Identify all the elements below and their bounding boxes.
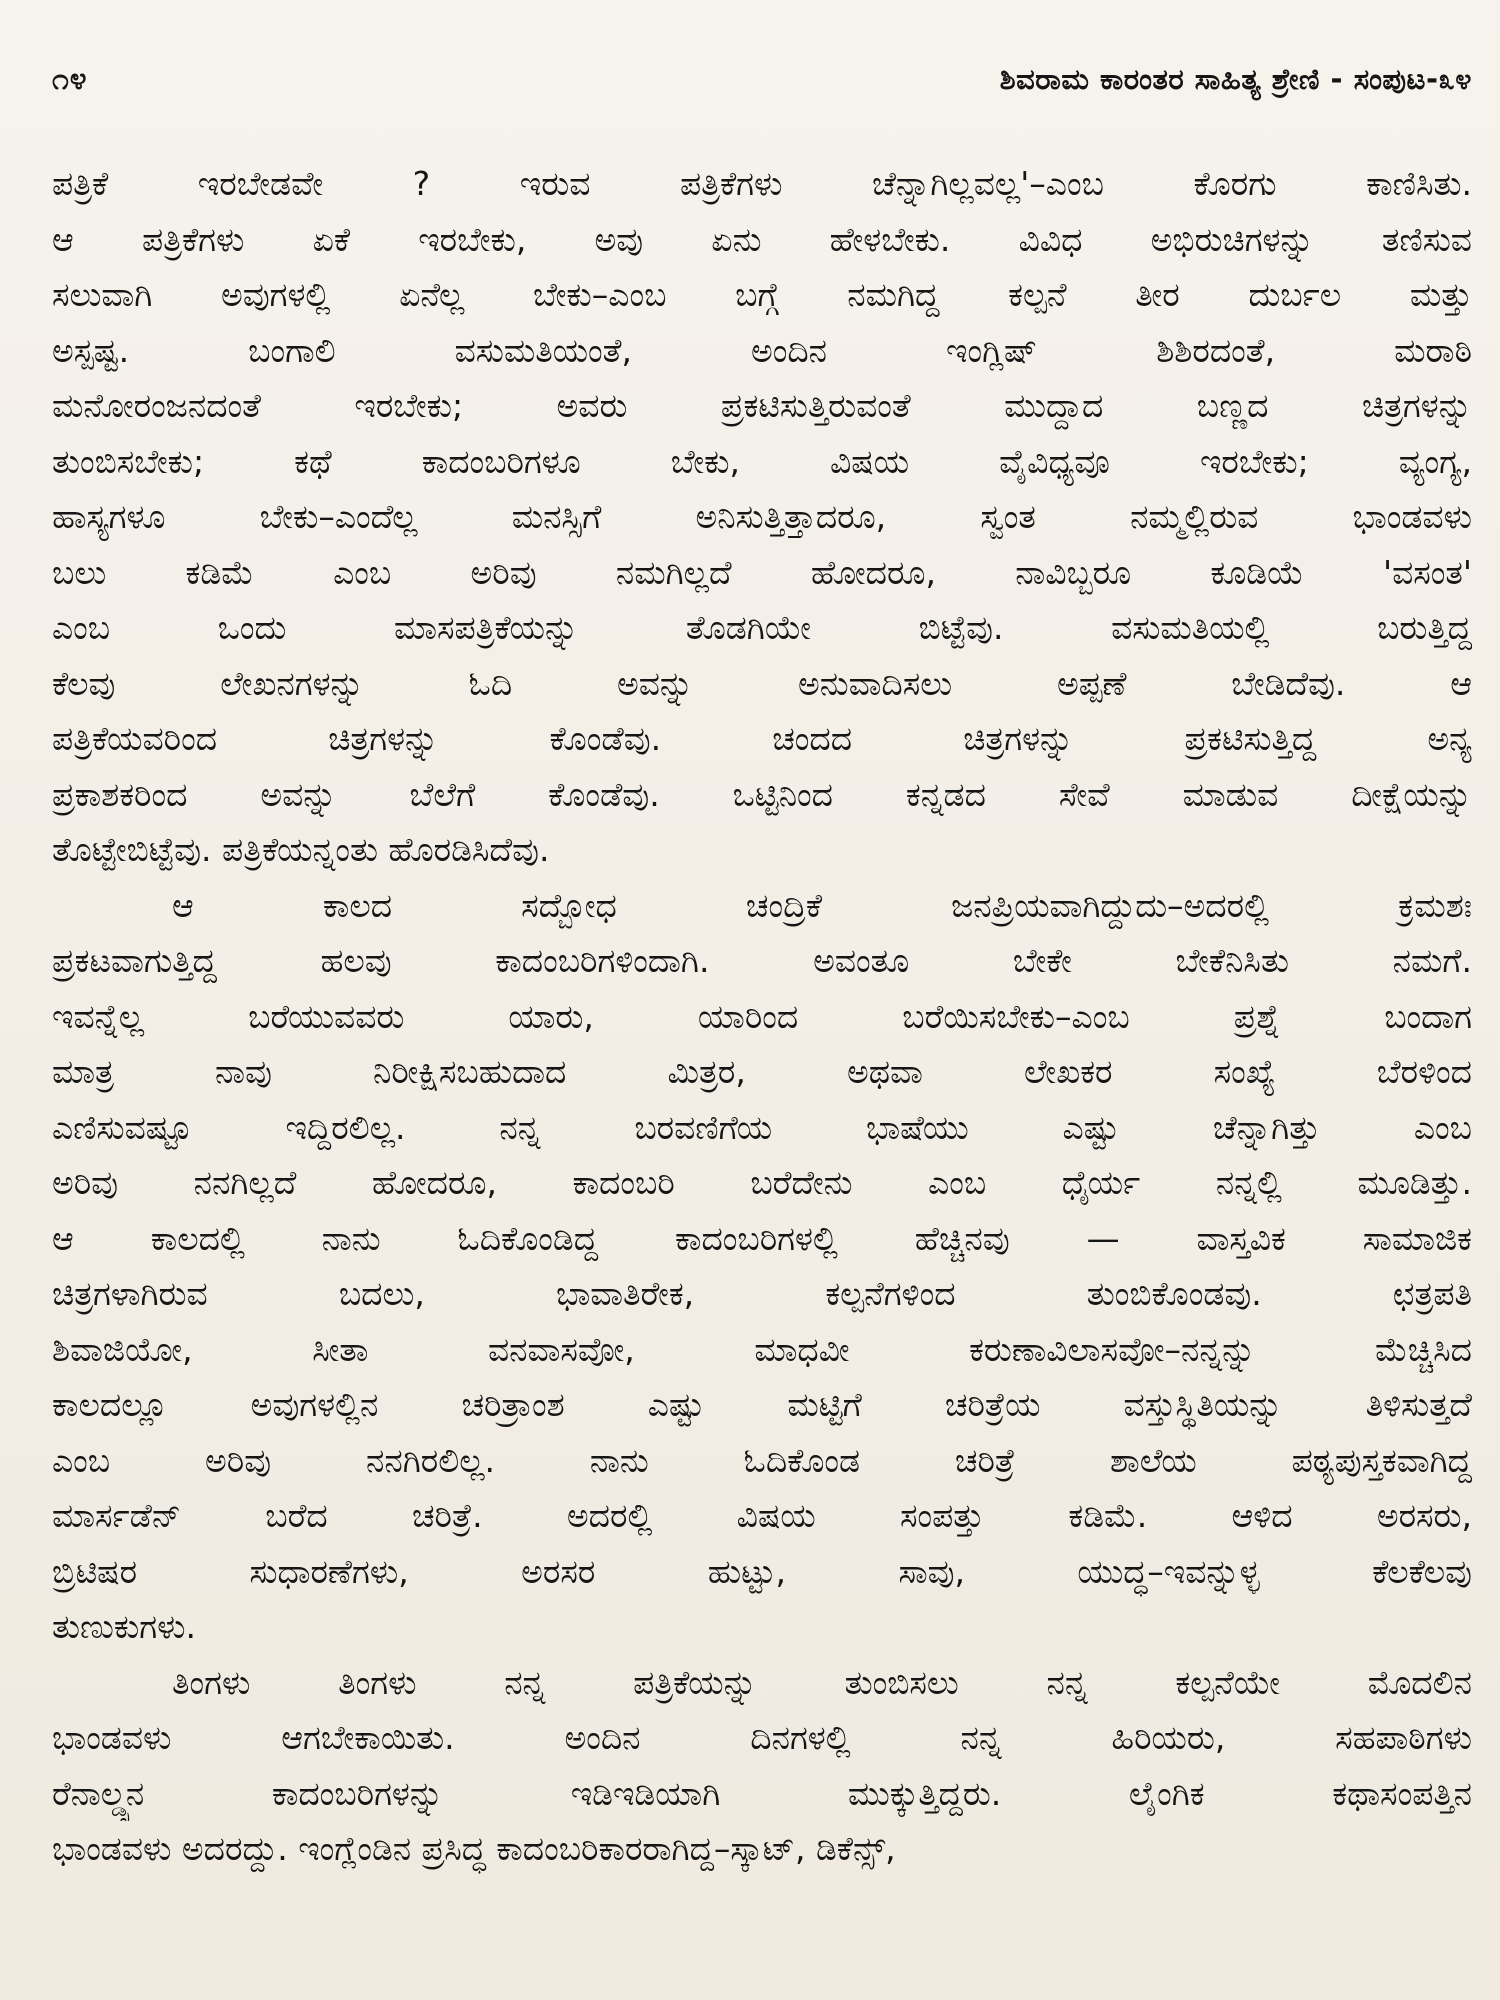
running-title: ಶಿವರಾಮ ಕಾರಂತರ ಸಾಹಿತ್ಯ ಶ್ರೇಣಿ - ಸಂಪುಟ-೩೪ bbox=[999, 62, 1472, 96]
text-line: ತೊಟ್ಟೇಬಿಟ್ಟೆವು. ಪತ್ರಿಕೆಯನ್ನಂತು ಹೊರಡಿಸಿದೆವು. bbox=[52, 830, 550, 869]
text-line: ಭಾಂಡವಳು ಆಗಬೇಕಾಯಿತು. ಅಂದಿನ ದಿನಗಳಲ್ಲಿ ನನ್ನ ಹಿರಿಯರು, ಸಹಪಾಠಿಗಳು bbox=[52, 1718, 1472, 1757]
text-line: ಪ್ರಕಾಶಕರಿಂದ ಅವನ್ನು ಬೆಲೆಗೆ ಕೊಂಡೆವು. ಒಟ್ಟಿನಿಂದ ಕನ್ನಡದ ಸೇವೆ ಮಾಡುವ ದೀಕ್ಷೆಯನ್ನು bbox=[52, 774, 1472, 814]
text-line: ತುಂಬಿಸಬೇಕು; ಕಥೆ ಕಾದಂಬರಿಗಳೂ ಬೇಕು, ವಿಷಯ ವೈವಿಧ್ಯವೂ ಇರಬೇಕು; ವ್ಯಂಗ್ಯ, bbox=[52, 441, 1472, 481]
text-line: ಮಾತ್ರ ನಾವು ನಿರೀಕ್ಷಿಸಬಹುದಾದ ಮಿತ್ರರ, ಅಥವಾ ಲೇಖಕರ ಸಂಖ್ಯೆ ಬೆರಳಿಂದ bbox=[52, 1052, 1472, 1091]
running-header bbox=[52, 62, 1472, 122]
text-line: ಆ ಕಾಲದಲ್ಲಿ ನಾನು ಓದಿಕೊಂಡಿದ್ದ ಕಾದಂಬರಿಗಳಲ್ಲಿ ಹೆಚ್ಚಿನವು — ವಾಸ್ತವಿಕ ಸಾಮಾಜಿಕ bbox=[52, 1218, 1472, 1258]
text-line: ಎಂಬ ಒಂದು ಮಾಸಪತ್ರಿಕೆಯನ್ನು ತೊಡಗಿಯೇ ಬಿಟ್ಟೆವು. ವಸುಮತಿಯಲ್ಲಿ ಬರುತ್ತಿದ್ದ bbox=[52, 608, 1472, 647]
text-line: ಮಾರ್ಸಡೆನ್ ಬರೆದ ಚರಿತ್ರೆ. ಅದರಲ್ಲಿ ವಿಷಯ ಸಂಪತ್ತು ಕಡಿಮೆ. ಆಳಿದ ಅರಸರು, bbox=[52, 1496, 1472, 1535]
page-number: ೧೪ bbox=[52, 62, 88, 97]
paragraph bbox=[52, 156, 1472, 878]
text-line: ತುಣುಕುಗಳು. bbox=[52, 1607, 196, 1646]
paragraph bbox=[52, 1655, 1472, 1877]
text-line: ಭಾಂಡವಳು ಅದರದ್ದು. ಇಂಗ್ಲೆಂಡಿನ ಪ್ರಸಿದ್ಧ ಕಾದಂಬರಿಕಾರರಾಗಿದ್ದ–ಸ್ಕಾಟ್, ಡಿಕೆನ್ಸ್, bbox=[52, 1829, 896, 1868]
text-line: ಅಸ್ಪಷ್ಟ. ಬಂಗಾಲಿ ವಸುಮತಿಯಂತೆ, ಅಂದಿನ ಇಂಗ್ಲಿಷ್ ಶಿಶಿರದಂತೆ, ಮರಾಠಿ bbox=[52, 330, 1472, 370]
text-line: ಸಲುವಾಗಿ ಅವುಗಳಲ್ಲಿ ಏನೆಲ್ಲ ಬೇಕು–ಎಂಬ ಬಗ್ಗೆ ನಮಗಿದ್ದ ಕಲ್ಪನೆ ತೀರ ದುರ್ಬಲ ಮತ್ತು bbox=[52, 275, 1472, 314]
text-line: ಆ ಕಾಲದ ಸದ್ಬೋಧ ಚಂದ್ರಿಕೆ ಜನಪ್ರಿಯವಾಗಿದ್ದುದು–ಅದರಲ್ಲಿ ಕ್ರಮಶಃ bbox=[172, 885, 1472, 925]
text-line: ಎಂಬ ಅರಿವು ನನಗಿರಲಿಲ್ಲ. ನಾನು ಓದಿಕೊಂಡ ಚರಿತ್ರೆ ಶಾಲೆಯ ಪಠ್ಯಪುಸ್ತಕವಾಗಿದ್ದ bbox=[52, 1440, 1472, 1480]
text-line: ಆ ಪತ್ರಿಕೆಗಳು ಏಕೆ ಇರಬೇಕು, ಅವು ಏನು ಹೇಳಬೇಕು. ವಿವಿಧ ಅಭಿರುಚಿಗಳನ್ನು ತಣಿಸುವ bbox=[52, 219, 1472, 259]
body-text bbox=[52, 156, 1472, 1877]
text-line: ಅರಿವು ನನಗಿಲ್ಲದೆ ಹೋದರೂ, ಕಾದಂಬರಿ ಬರೆದೇನು ಎಂಬ ಧೈರ್ಯ ನನ್ನಲ್ಲಿ ಮೂಡಿತ್ತು. bbox=[52, 1163, 1472, 1202]
text-line: ಎಣಿಸುವಷ್ಟೂ ಇದ್ದಿರಲಿಲ್ಲ. ನನ್ನ ಬರವಣಿಗೆಯ ಭಾಷೆಯು ಎಷ್ಟು ಚೆನ್ನಾಗಿತ್ತು ಎಂಬ bbox=[52, 1107, 1472, 1147]
text-line: ಹಾಸ್ಯಗಳೂ ಬೇಕು–ಎಂದೆಲ್ಲ ಮನಸ್ಸಿಗೆ ಅನಿಸುತ್ತಿತ್ತಾದರೂ, ಸ್ವಂತ ನಮ್ಮಲ್ಲಿರುವ ಭಾಂಡವಳು bbox=[52, 497, 1472, 536]
text-line: ಪತ್ರಿಕೆ ಇರಬೇಡವೇ ? ಇರುವ ಪತ್ರಿಕೆಗಳು ಚೆನ್ನಾಗಿಲ್ಲವಲ್ಲ'–ಎಂಬ ಕೊರಗು ಕಾಣಿಸಿತು. bbox=[52, 164, 1472, 203]
text-line: ಚಿತ್ರಗಳಾಗಿರುವ ಬದಲು, ಭಾವಾತಿರೇಕ, ಕಲ್ಪನೆಗಳಿಂದ ತುಂಬಿಕೊಂಡವು. ಛತ್ರಪತಿ bbox=[52, 1274, 1472, 1313]
text-line: ಶಿವಾಜಿಯೋ, ಸೀತಾ ವನವಾಸವೋ, ಮಾಧವೀ ಕರುಣಾವಿಲಾಸವೋ–ನನ್ನನ್ನು ಮೆಚ್ಚಿಸಿದ bbox=[52, 1329, 1472, 1369]
text-line: ಬ್ರಿಟಿಷರ ಸುಧಾರಣೆಗಳು, ಅರಸರ ಹುಟ್ಟು, ಸಾವು, ಯುದ್ಧ–ಇವನ್ನುಳ್ಳ ಕೆಲಕೆಲವು bbox=[52, 1551, 1472, 1591]
text-line: ರೆನಾಲ್ಡ್ಸನ ಕಾದಂಬರಿಗಳನ್ನು ಇಡಿಇಡಿಯಾಗಿ ಮುಕ್ಕುತ್ತಿದ್ದರು. ಲೈಂಗಿಕ ಕಥಾಸಂಪತ್ತಿನ bbox=[52, 1773, 1472, 1813]
text-line: ಇವನ್ನೆಲ್ಲ ಬರೆಯುವವರು ಯಾರು, ಯಾರಿಂದ ಬರೆಯಿಸಬೇಕು–ಎಂಬ ಪ್ರಶ್ನೆ ಬಂದಾಗ bbox=[52, 996, 1472, 1036]
text-line: ಕೆಲವು ಲೇಖನಗಳನ್ನು ಓದಿ ಅವನ್ನು ಅನುವಾದಿಸಲು ಅಪ್ಪಣೆ ಬೇಡಿದೆವು. ಆ bbox=[52, 663, 1472, 703]
text-line: ತಿಂಗಳು ತಿಂಗಳು ನನ್ನ ಪತ್ರಿಕೆಯನ್ನು ತುಂಬಿಸಲು ನನ್ನ ಕಲ್ಪನೆಯೇ ಮೊದಲಿನ bbox=[172, 1662, 1472, 1702]
paragraph bbox=[52, 878, 1472, 1655]
text-line: ಕಾಲದಲ್ಲೂ ಅವುಗಳಲ್ಲಿನ ಚರಿತ್ರಾಂಶ ಎಷ್ಟು ಮಟ್ಟಿಗೆ ಚರಿತ್ರೆಯ ವಸ್ತುಸ್ಥಿತಿಯನ್ನು ತಿಳಿಸುತ್ತದೆ bbox=[52, 1385, 1472, 1424]
text-line: ಬಲು ಕಡಿಮೆ ಎಂಬ ಅರಿವು ನಮಗಿಲ್ಲದೆ ಹೋದರೂ, ನಾವಿಬ್ಬರೂ ಕೂಡಿಯೆ 'ವಸಂತ' bbox=[52, 552, 1472, 592]
text-line: ಪ್ರಕಟವಾಗುತ್ತಿದ್ದ ಹಲವು ಕಾದಂಬರಿಗಳಿಂದಾಗಿ. ಅವಂತೂ ಬೇಕೇ ಬೇಕೆನಿಸಿತು ನಮಗೆ. bbox=[52, 941, 1472, 980]
text-line: ಪತ್ರಿಕೆಯವರಿಂದ ಚಿತ್ರಗಳನ್ನು ಕೊಂಡೆವು. ಚಂದದ ಚಿತ್ರಗಳನ್ನು ಪ್ರಕಟಿಸುತ್ತಿದ್ದ ಅನ್ಯ bbox=[52, 719, 1472, 758]
text-line: ಮನೋರಂಜನದಂತೆ ಇರಬೇಕು; ಅವರು ಪ್ರಕಟಿಸುತ್ತಿರುವಂತೆ ಮುದ್ದಾದ ಬಣ್ಣದ ಚಿತ್ರಗಳನ್ನು bbox=[52, 386, 1472, 425]
